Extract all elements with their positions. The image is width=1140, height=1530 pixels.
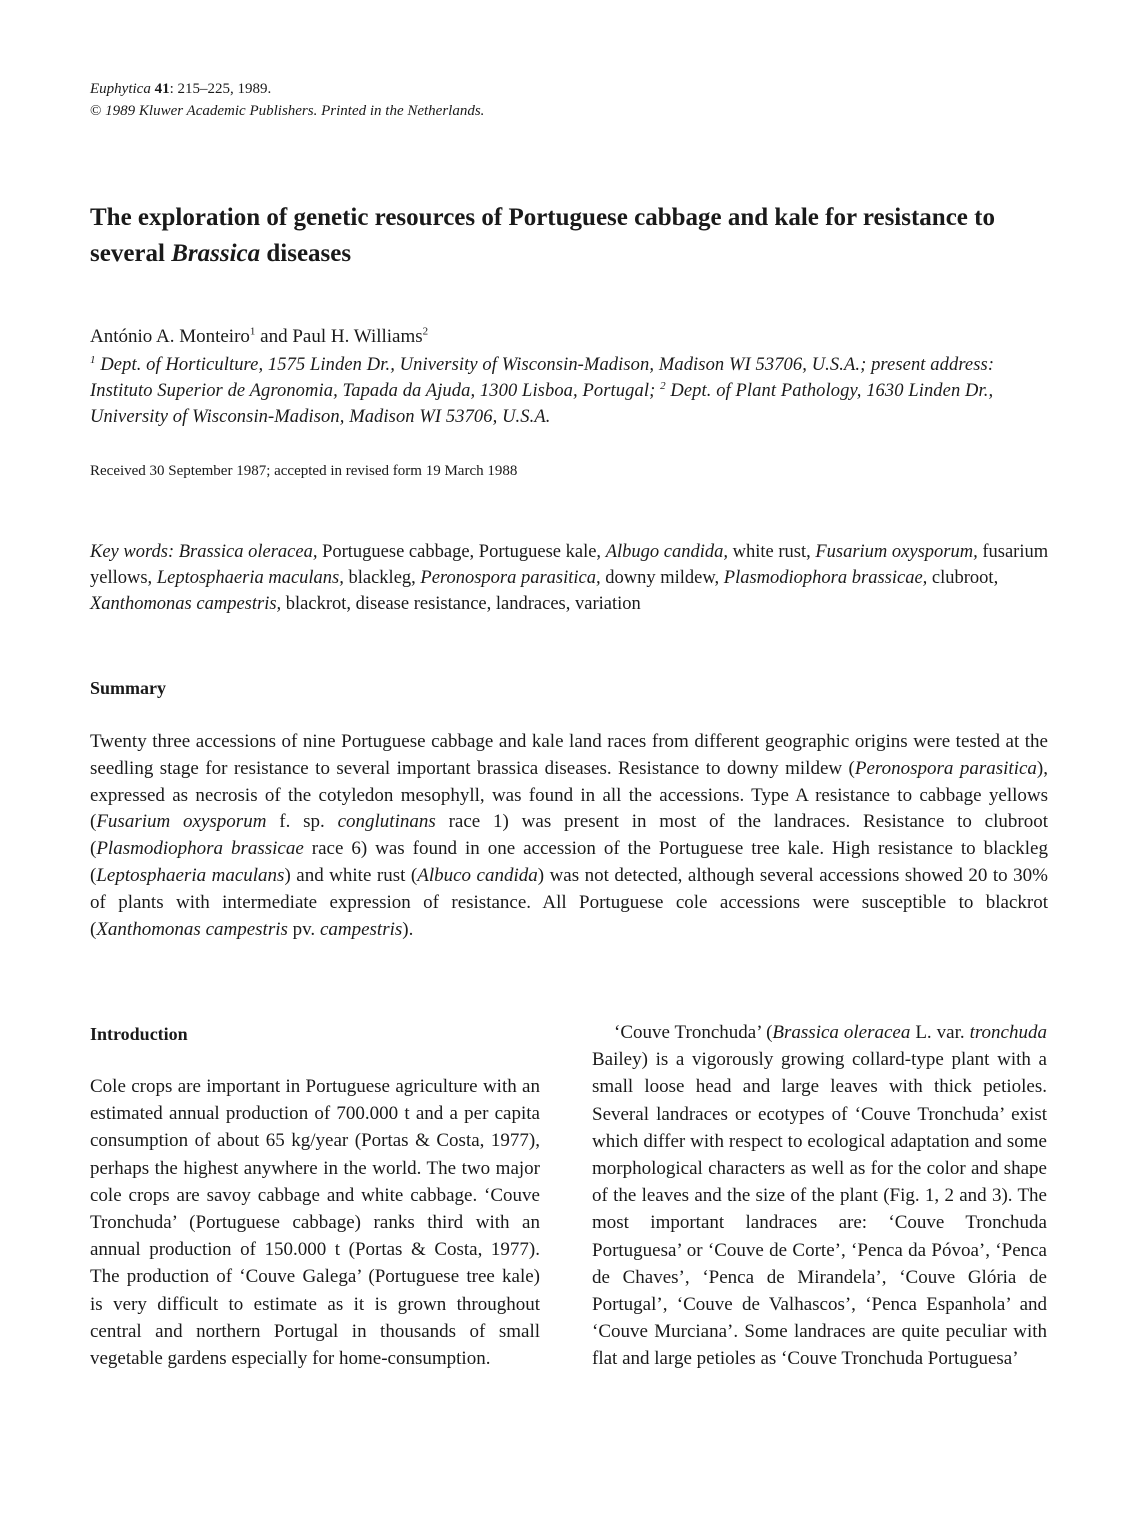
introduction-right-segment: tronchuda <box>969 1022 1047 1043</box>
introduction-right-segment: Bailey) is a vigorously growing collard-type plant with a small loose head and large leaves with thick petioles. Several landraces or ecotypes of ‘Couve Tronchuda’ exist which differ with respect to ecological adaptation and some morphological characters as well as for the color and shape of the leaves and the size of the plant (Fig. 1, 2 and 3). The most important landraces are: ‘Couve Tronchuda Portuguesa’ or ‘Couve de Corte’, ‘Penca da Póvoa’, ‘Penca de Chaves’, ‘Penca de Mirandela’, ‘Couve Glória de Portugal’, ‘Couve de Valhascos’, ‘Penca Espanhola’ and ‘Couve Murciana’. Some landraces are quite peculiar with flat and large petioles as ‘Couve Tronchuda Portuguesa’ <box>592 1049 1047 1370</box>
keyword-segment: white rust, <box>727 542 816 562</box>
affiliation-2-superscript: 2 <box>660 379 666 392</box>
summary-segment: Albuco candida <box>417 864 538 886</box>
copyright-symbol: © <box>90 103 102 119</box>
author-1: António A. Monteiro <box>90 326 250 347</box>
summary-segment: Twenty three accessions of nine Portuguese cabbage and kale land races from different geographic origins were tested at the seedling stage for resistance to several important brassica diseases. Resistance to downy mildew ( <box>90 731 1048 779</box>
summary-segment: Plasmodiophora brassicae <box>96 838 304 860</box>
summary-segment: ), expressed as necrosis of the cotyledon mesophyll, was found in all the accessions. Type A resistance to cabbage yellows ( <box>90 757 1048 833</box>
keyword-segment: Brassica oleracea, <box>178 542 318 562</box>
affiliation-2-text: Dept. of Plant Pathology, 1630 Linden Dr., University of Wisconsin-Madison, Madison WI 53706, U.S.A. <box>90 381 994 427</box>
introduction-right-segment: L. var. <box>910 1022 970 1043</box>
author-1-superscript: 1 <box>249 325 256 338</box>
affiliations <box>90 352 1050 430</box>
journal-pages: : 215–225, 1989. <box>169 81 272 97</box>
keyword-segment: blackleg, <box>343 568 421 588</box>
copyright-line <box>90 100 484 122</box>
summary-segment: race 1) was present in most of the landraces. Resistance to clubroot ( <box>90 811 1048 860</box>
keyword-segment: blackrot, disease resistance, landraces, variation <box>281 594 641 614</box>
keyword-segment: Peronospora parasitica, <box>420 568 601 588</box>
authors-and: and <box>255 326 293 347</box>
summary-segment: conglutinans <box>337 811 436 833</box>
summary-segment: f. sp. <box>266 811 338 833</box>
journal-citation <box>90 78 484 122</box>
keyword-segment: Portuguese cabbage, Portuguese kale, <box>317 542 606 562</box>
journal-line <box>90 78 484 100</box>
author-2: Paul H. Williams <box>292 326 423 347</box>
keyword-segment: Leptosphaeria maculans, <box>156 568 344 588</box>
title-part1: The exploration of genetic resources of Portuguese cabbage and kale for resistance to several <box>90 204 995 267</box>
summary-segment: race 6) was found in one accession of the Portuguese tree kale. High resistance to blackleg ( <box>90 838 1048 886</box>
summary-paragraph <box>90 729 1048 943</box>
summary-segment: ). <box>402 918 414 940</box>
author-2-superscript: 2 <box>422 325 429 338</box>
keyword-segment: Plasmodiophora brassicae, <box>723 568 928 588</box>
introduction-right-paragraph <box>592 1019 1047 1373</box>
summary-segment: Fusarium oxysporum <box>96 811 267 833</box>
keyword-segment: Fusarium oxysporum, <box>815 542 978 562</box>
summary-segment: ) and white rust ( <box>284 864 418 886</box>
summary-heading: Summary <box>90 678 166 698</box>
keywords-label: Key words: <box>90 542 175 562</box>
copyright-text: 1989 Kluwer Academic Publishers. Printed in the Netherlands. <box>101 103 485 119</box>
keywords <box>90 539 1050 617</box>
title-part2: diseases <box>260 240 352 267</box>
introduction-left-paragraph: Cole crops are important in Portuguese agriculture with an estimated annual production of 700.000 t and a per capita consumption of about 65 kg/year (Portas & Costa, 1977), perhaps the highest anywhere in the world. The two major cole crops are savoy cabbage and white cabbage. ‘Couve Tronchuda’ (Portuguese cabbage) ranks third with an annual production of 150.000 t (Portas & Costa, 1977). The production of ‘Couve Galega’ (Portuguese tree kale) is very difficult to estimate as it is grown throughout central and northern Portugal in thousands of small vegetable gardens especially for home-consumption. <box>90 1076 540 1370</box>
keyword-segment: fusarium yellows, <box>90 542 1049 588</box>
keyword-segment: clubroot, <box>927 568 999 588</box>
journal-volume: 41 <box>154 81 170 97</box>
keyword-segment: Albugo candida, <box>605 542 728 562</box>
summary-segment: ) was not detected, although several accessions showed 20 to 30% of plants with intermediate expression of resistance. All Portuguese cole accessions were susceptible to blackrot ( <box>90 864 1049 940</box>
summary-segment: Xanthomonas campestris <box>96 918 288 940</box>
keyword-segment: Xanthomonas campestris, <box>90 594 282 614</box>
summary-segment: pv. <box>287 918 320 940</box>
authors <box>90 324 428 349</box>
keyword-segment: downy mildew, <box>600 568 724 588</box>
introduction-heading: Introduction <box>90 1024 188 1044</box>
title-genus: Brassica <box>171 240 261 267</box>
keywords-list <box>90 542 1048 614</box>
affiliation-1-text: Dept. of Horticulture, 1575 Linden Dr., University of Wisconsin-Madison, Madison WI 53706, U.S.A.; present address: Instituto Superior de Agronomia, Tapada da Ajuda, 1300 Lisboa, Portugal; <box>90 355 995 401</box>
affiliation-1-superscript: 1 <box>90 353 96 366</box>
summary-segment: Peronospora parasitica <box>854 757 1037 779</box>
received-dates: Received 30 September 1987; accepted in revised form 19 March 1988 <box>90 463 518 479</box>
paper-title <box>90 200 1050 272</box>
journal-name: Euphytica <box>90 81 151 97</box>
introduction-right-segment: Brassica oleracea <box>772 1022 911 1043</box>
summary-segment: Leptosphaeria maculans <box>96 864 285 886</box>
summary-segment: campestris <box>319 918 403 940</box>
introduction-right-segment: ‘Couve Tronchuda’ ( <box>614 1022 773 1043</box>
